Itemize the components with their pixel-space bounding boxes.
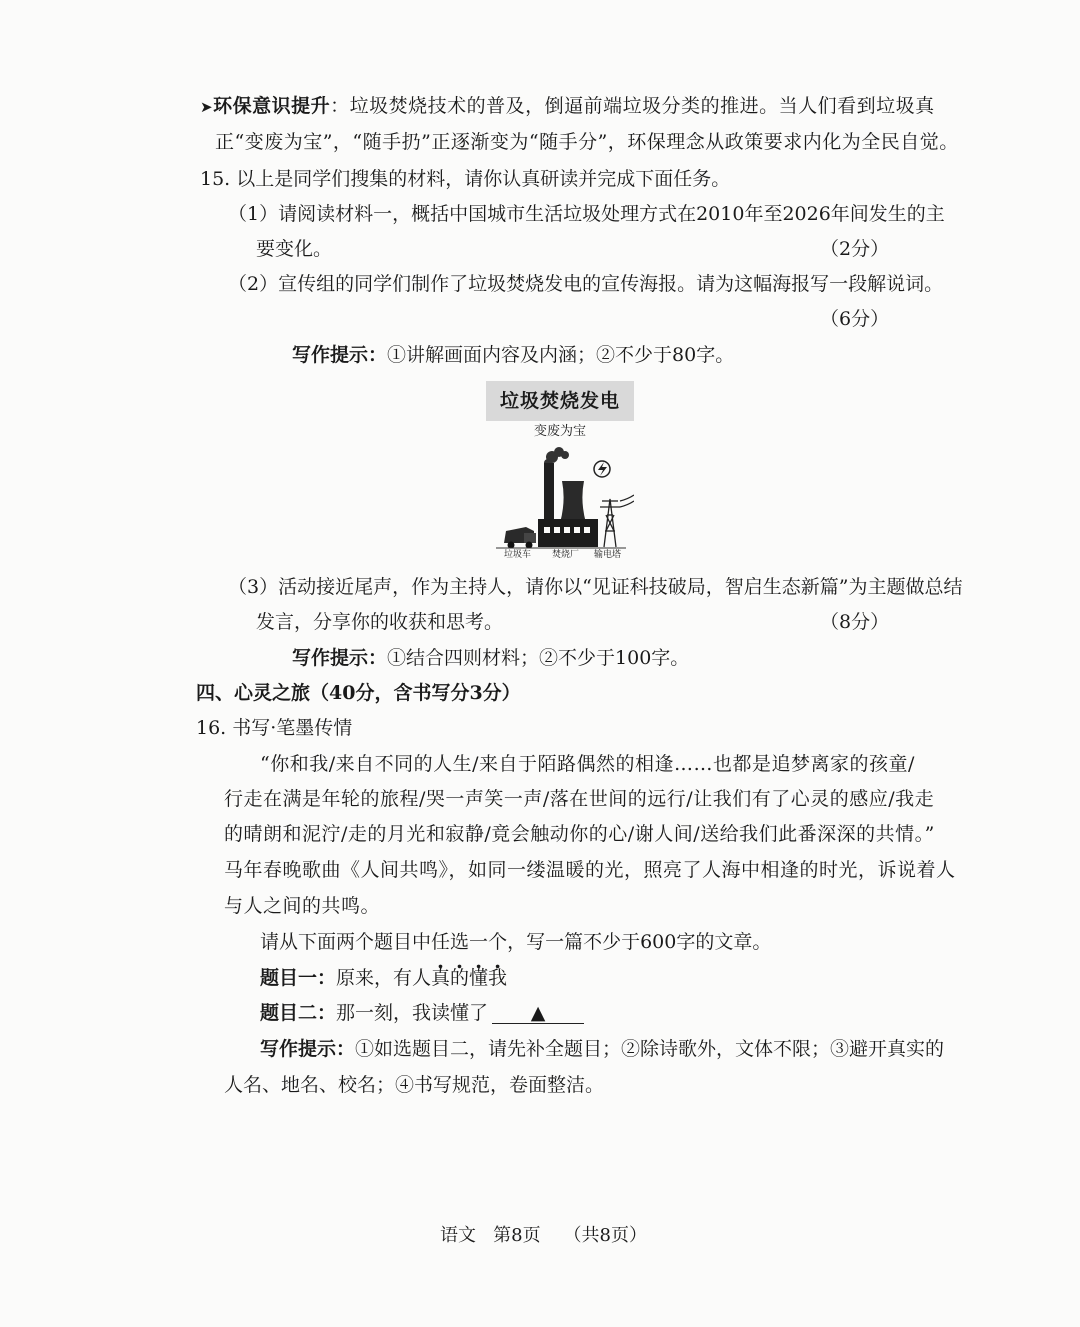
chimney-icon xyxy=(544,463,554,523)
footer-subject: 语文 xyxy=(440,1225,476,1246)
q15-part2-hint xyxy=(292,341,734,369)
electricity-icon xyxy=(594,461,610,477)
q15-part3-score: （8分） xyxy=(820,611,890,633)
hint-label: 写作提示： xyxy=(260,1038,356,1060)
q16-topic-2 xyxy=(260,999,584,1027)
arrow-bullet-icon: ➤ xyxy=(200,98,214,116)
q16-quote-line-5: 与人之间的共鸣。 xyxy=(224,895,381,917)
footer-total: （共8页） xyxy=(563,1225,647,1246)
q15-part1-line2: 要变化。 xyxy=(256,238,333,260)
q16-hint-line-1 xyxy=(260,1035,944,1063)
hint-label: 写作提示： xyxy=(292,647,388,669)
emphasis-char: 任 xyxy=(431,931,451,953)
poster-title: 垃圾焚烧发电 xyxy=(486,381,634,421)
q16-title: 16. 书写·笔墨传情 xyxy=(196,717,353,739)
caption-garbage-truck: 垃圾车 xyxy=(504,550,532,560)
caption-transmission-tower: 输电塔 xyxy=(594,550,622,560)
q15-part3-line1: （3）活动接近尾声，作为主持人，请你以“见证科技破局，智启生态新篇”为主题做总结 xyxy=(228,576,963,598)
hint-label: 写作提示： xyxy=(292,344,388,366)
emphasis-char: 一 xyxy=(469,931,489,953)
hint-text: ①结合四则材料；②不少于100字。 xyxy=(387,647,690,669)
q15-part3-hint xyxy=(292,644,689,672)
cooling-tower-icon xyxy=(560,481,586,523)
section-heading: 四、心灵之旅（40分，含书写分3分） xyxy=(196,682,521,704)
emphasis-char: 选 xyxy=(450,931,470,953)
page-footer xyxy=(440,1222,647,1250)
q15-intro: 15. 以上是同学们搜集的材料，请你认真研读并完成下面任务。 xyxy=(200,168,731,190)
q16-hint-line-2: 人名、地名、校名；④书写规范，卷面整洁。 xyxy=(224,1074,605,1096)
topic-text: 原来，有人真的懂我 xyxy=(336,967,508,989)
q16-quote-line-3: 的晴朗和泥泞/走的月光和寂静/竟会触动你的心/谢人间/送给我们此番深深的共情。” xyxy=(224,823,935,845)
instruction-text: ，写一篇不少于600字的文章。 xyxy=(507,931,772,953)
caption-incineration-plant: 焚烧厂 xyxy=(552,550,580,560)
material-line-1 xyxy=(200,92,935,121)
material-text-1: ：垃圾焚烧技术的普及，倒逼前端垃圾分类的推进。当人们看到垃圾真 xyxy=(330,95,935,117)
q16-quote-line-4: 马年春晚歌曲《人间共鸣》，如同一缕温暖的光，照亮了人海中相逢的时光，诉说着人 xyxy=(224,859,956,881)
q15-part1-line1: （1）请阅读材料一，概括中国城市生活垃圾处理方式在2010年至2026年间发生的主 xyxy=(228,203,945,225)
q15-part3-line2: 发言，分享你的收获和思考。 xyxy=(256,611,504,633)
emphasis-char: 个 xyxy=(488,931,508,953)
garbage-truck-icon xyxy=(504,527,536,549)
incineration-poster xyxy=(486,381,634,566)
power-plant-illustration xyxy=(486,381,634,566)
q15-part1-score: （2分） xyxy=(820,238,890,260)
q16-quote-line-1: “你和我/来自不同的人生/来自于陌路偶然的相逢……也都是追梦离家的孩童/ xyxy=(260,753,915,775)
q15-part2-score: （6分） xyxy=(820,308,890,330)
poster-subtitle: 变废为宝 xyxy=(533,424,586,439)
q15-part2-line1: （2）宣传组的同学们制作了垃圾焚烧发电的宣传海报。请为这幅海报写一段解说词。 xyxy=(228,273,944,295)
instruction-text: 请从下面两个题目中 xyxy=(260,931,432,953)
hint-text: ①如选题目二，请先补全题目；②除诗歌外，文体不限；③避开真实的 xyxy=(355,1038,945,1060)
topic-label: 题目二： xyxy=(260,1002,337,1024)
q16-topic-1 xyxy=(260,964,507,992)
hint-text: ①讲解画面内容及内涵；②不少于80字。 xyxy=(387,344,735,366)
topic-text: 那一刻，我读懂了 xyxy=(336,1002,489,1024)
footer-page: 第8页 xyxy=(493,1225,541,1246)
fill-in-blank: ▲ xyxy=(492,1003,584,1024)
q16-instruction xyxy=(260,928,771,956)
topic-label: 题目一： xyxy=(260,967,337,989)
q16-quote-line-2: 行走在满是年轮的旅程/哭一声笑一声/落在世间的远行/让我们有了心灵的感应/我走 xyxy=(224,788,935,810)
material-heading: 环保意识提升 xyxy=(213,95,331,117)
transmission-tower-icon xyxy=(600,495,634,547)
material-line-2: 正“变废为宝”，“随手扔”正逐渐变为“随手分”，环保理念从政策要求内化为全民自觉。 xyxy=(215,131,959,153)
